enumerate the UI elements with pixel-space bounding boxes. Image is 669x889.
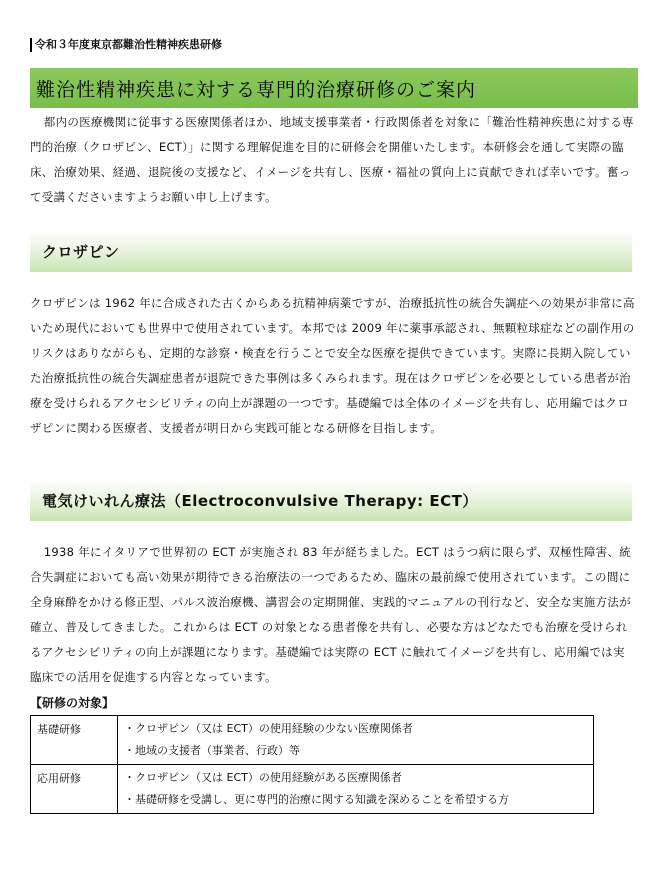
title-banner [30,68,638,108]
table-row [31,716,594,765]
category-cell: 応用研修 [31,765,118,814]
items-cell [118,765,594,814]
list-item: ・クロザピン（又は ECT）の使用経験の少ない医療関係者 [124,722,413,735]
intro-paragraph: 都内の医療機関に従事する医療関係者ほか、地域支援事業者・行政関係者を対象に「難治性精神疾患に対する専門的治療（クロザピン、ECT）」に関する理解促進を目的に研修会を開催いたします。本研修会を通して実際の臨床、治療効果、経過、退院後の支援など、イメージを共有し、医療・福祉の質向上に貢献できれば幸いです。奮って受講くださいますようお願い申し上げます。 [30,115,634,204]
ect-paragraph: 1938 年にイタリアで世界初の ECT が実施され 83 年が経ちました。ECT はうつ病に限らず、双極性障害、統合失調症においても高い効果が期待できる治療法の一つであるため、臨床の最前線で使用されています。この間に全身麻酔をかける修正型、パルス波治療機、講習会の定期開催、実践的マニュアルの刊行など、安全な実施方法が確立、普及してきました。これからは ECT の対象となる患者像を共有し、必要な方はどなたでも治療を受けられるアクセシビリティの向上が課題になります。基礎編では実際の ECT に触れてイメージを共有し、応用編では実臨床での活用を促進する内容となっています。 [30,545,632,684]
list-item: ・クロザピン（又は ECT）の使用経験がある医療関係者 [124,771,402,784]
page-title: 難治性精神疾患に対する専門的治療研修のご案内 [36,78,477,101]
section-title: クロザピン [42,242,120,261]
table-row [31,765,594,814]
document-header: 令和３年度東京都難治性精神疾患研修 [30,38,222,52]
section-title: 電気けいれん療法（Electroconvulsive Therapy: ECT） [42,491,478,510]
items-cell [118,716,594,765]
targets-label: 【研修の対象】 [30,696,115,710]
category-cell: 基礎研修 [31,716,118,765]
list-item: ・地域の支援者（事業者、行政）等 [124,744,300,757]
targets-table [30,715,594,814]
clozapine-paragraph: クロザピンは 1962 年に合成された古くからある抗精神病薬ですが、治療抵抗性の統合失調症への効果が非常に高いため現代においても世界中で使用されています。本邦では 2009 年に薬事承認され、無顆粒球症などの副作用のリスクはありながらも、定期的な診察・検査を行うことで安全な医療を提供できています。実際に長期入院していた治療抵抗性の統合失調症患者が退院できた事例は多くみられます。現在はクロザピンを必要としている患者が治療を受けられるアクセシビリティの向上が課題の一つです。基礎編では全体のイメージを共有し、応用編ではクロザピンに関わる医療者、支援者が明日から実践可能となる研修を目指します。 [30,296,635,435]
list-item: ・基礎研修を受講し、更に専門的治療に関する知識を深めることを希望する方 [124,793,509,806]
section-heading-clozapine [30,230,632,272]
section-heading-ect [30,479,632,521]
